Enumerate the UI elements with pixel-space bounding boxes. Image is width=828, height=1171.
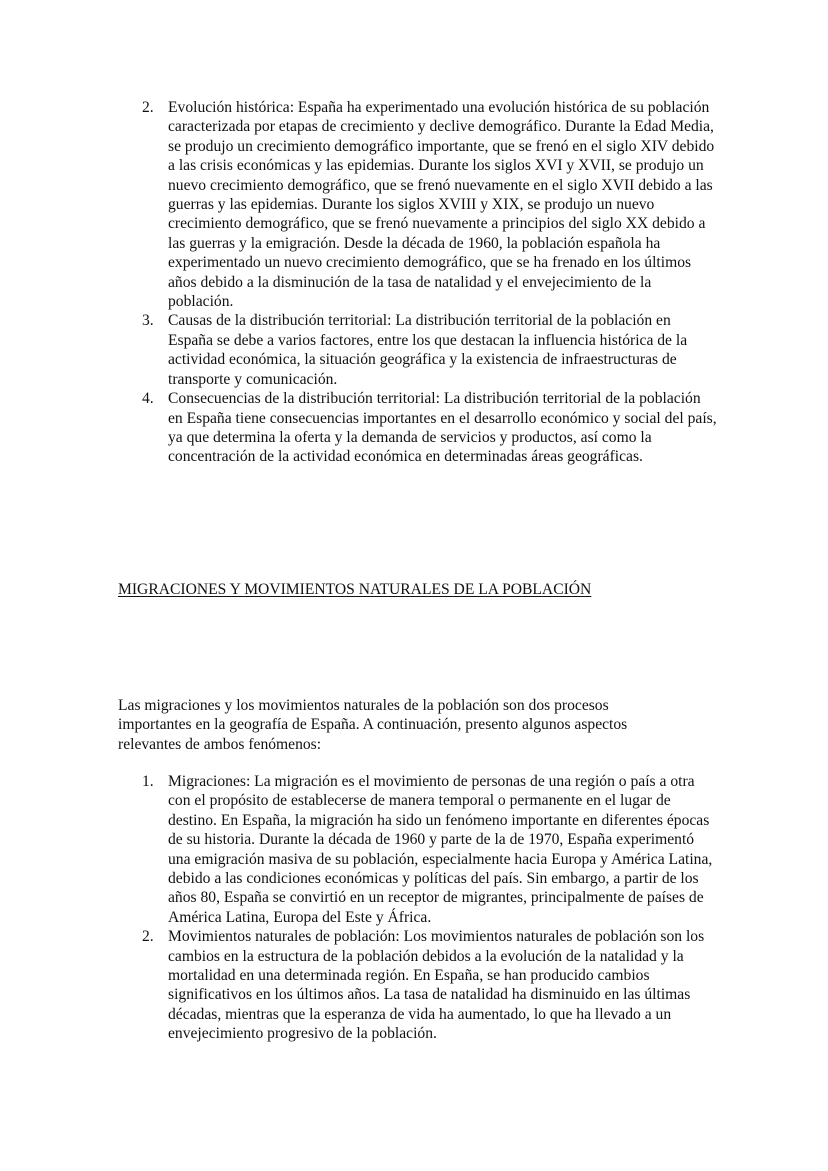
list-item-number: 3. [142, 312, 154, 330]
list-item-text: Causas de la distribución territorial: La distribución territorial de la población en España se debe a varios factores, entre los que destacan la influencia histórica de la actividad económica, la situación geográfica y la existencia de infraestructuras de transporte y comunicación. [168, 312, 688, 388]
numbered-list-migrations [118, 772, 718, 1044]
list-item-text: Migraciones: La migración es el movimiento de personas de una región o país a otra con el propósito de establecerse de manera temporal o permanente en el lugar de destino. En España, la migración ha sido un fenómeno importante en diferentes épocas de su historia. Durante la década de 1960 y parte de la de 1970, España experimentó una emigración masiva de su población, especialmente hacia Europa y América Latina, debido a las condiciones económicas y políticas del país. Sin embargo, a partir de los años 80, España se convirtió en un receptor de migrantes, principalmente de países de América Latina, Europa del Este y África. [168, 773, 713, 926]
list-item-number: 1. [142, 773, 154, 790]
list-item-number: 4. [142, 390, 154, 408]
list-item-text: Consecuencias de la distribución territorial: La distribución territorial de la población en España tiene consecuencias importantes en el desarrollo económico y social del país, ya que determina la oferta y la demanda de servicios y productos, así como la concentración de la actividad económica en determinadas áreas geográficas. [168, 390, 717, 466]
section-heading: MIGRACIONES Y MOVIMIENTOS NATURALES DE LA POBLACIÓN [118, 581, 592, 598]
numbered-list-distribution [118, 98, 718, 467]
intro-paragraph: Las migraciones y los movimientos naturales de la población son dos procesos importantes en la geografía de España. A continuación, presento algunos aspectos relevantes de ambos fenómenos: [118, 697, 628, 753]
list-item [118, 927, 718, 1043]
list-item [118, 98, 718, 311]
list-item-number: 2. [142, 99, 154, 116]
list-item-number: 2. [142, 928, 154, 946]
list-item [118, 772, 718, 927]
list-item-text: Movimientos naturales de población: Los movimientos naturales de población son los cambios en la estructura de la población debidos a la evolución de la natalidad y la mortalidad en una determinada región. En España, se han producido cambios significativos en los últimos años. La tasa de natalidad ha disminuido en las últimas décadas, mientras que la esperanza de vida ha aumentado, lo que ha llevado a un envejecimiento progresivo de la población. [168, 928, 705, 1043]
list-item [118, 311, 718, 389]
list-item [118, 389, 718, 467]
list-item-text: Evolución histórica: España ha experimentado una evolución histórica de su población caracterizada por etapas de crecimiento y declive demográfico. Durante la Edad Media, se produjo un crecimiento demográfico importante, que se frenó en el siglo XIV debido a las crisis económicas y las epidemias. Durante los siglos XVI y XVII, se produjo un nuevo crecimiento demográfico, que se frenó nuevamente en el siglo XVII debido a las guerras y las epidemias. Durante los siglos XVIII y XIX, se produjo un nuevo crecimiento demográfico, que se frenó nuevamente a principios del siglo XX debido a las guerras y la emigración. Desde la década de 1960, la población española ha experimentado un nuevo crecimiento demográfico, que se ha frenado en los últimos años debido a la disminución de la tasa de natalidad y el envejecimiento de la población. [168, 99, 715, 311]
